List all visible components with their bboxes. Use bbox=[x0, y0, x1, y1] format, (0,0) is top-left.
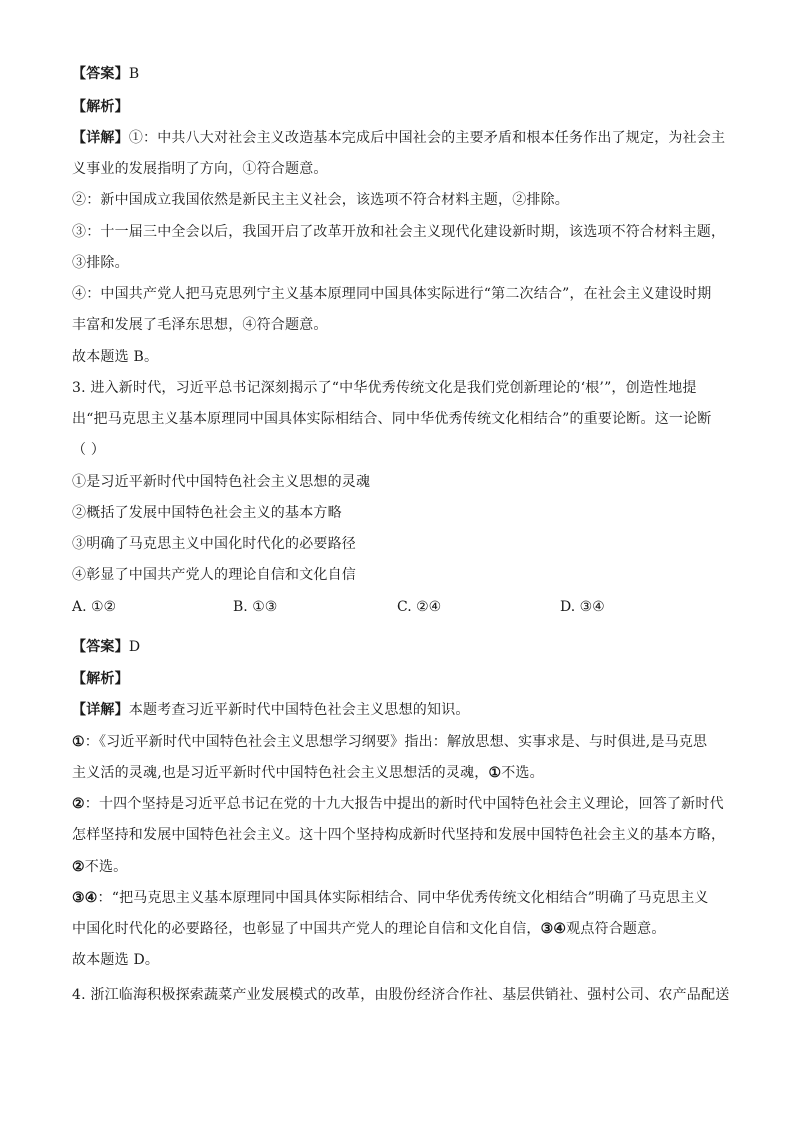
q2-detail-line-7: 丰富和发展了毛泽东思想，④符合题意。 bbox=[72, 317, 328, 333]
q3-conclusion: 故本题选 D。 bbox=[72, 952, 160, 968]
answer-label: 【答案】 bbox=[72, 66, 129, 82]
q3-detail-line-1 bbox=[72, 700, 734, 720]
q3-detail-line-8 bbox=[72, 919, 734, 939]
q3-detail-line-2 bbox=[72, 732, 734, 752]
q3-option-b: B. ①③ bbox=[233, 599, 278, 615]
q2-detail-line-3: ②：新中国成立我国依然是新民主主义社会，该选项不符合材料主题，②排除。 bbox=[72, 192, 569, 208]
detail-text: 观点符合题意。 bbox=[566, 921, 666, 937]
q3-stem-line-3: （ ） bbox=[72, 442, 106, 458]
q3-statement-3: ③明确了马克思主义中国化时代化的必要路径 bbox=[72, 536, 356, 552]
q3-detail-line-6 bbox=[72, 857, 734, 877]
q3-detail-line-4 bbox=[72, 794, 734, 814]
answer-label: 【答案】 bbox=[72, 639, 129, 655]
q3-answer bbox=[72, 637, 734, 657]
item-mark: ③④ bbox=[540, 921, 567, 937]
q3-statement-2: ②概括了发展中国特色社会主义的基本方略 bbox=[72, 505, 342, 521]
q3-statement-1: ①是习近平新时代中国特色社会主义思想的灵魂 bbox=[72, 474, 371, 490]
q3-option-a: A. ①② bbox=[72, 599, 117, 615]
detail-text: 中国化时代化的必要路径，也彰显了中国共产党人的理论自信和文化自信， bbox=[72, 921, 541, 937]
q3-option-d: D. ③④ bbox=[560, 599, 605, 615]
detail-text: ①：中共八大对社会主义改造基本完成后中国社会的主要矛盾和根本任务作出了规定，为社会主 bbox=[128, 130, 726, 146]
q3-statement-4: ④彰显了中国共产党人的理论自信和文化自信 bbox=[72, 567, 356, 583]
q3-stem-line-1: 3. 进入新时代，习近平总书记深刻揭示了“中华优秀传统文化是我们党创新理论的‘根’”，创造性地提 bbox=[72, 380, 697, 396]
detail-text: 不选。 bbox=[501, 765, 544, 781]
q3-detail-line-3 bbox=[72, 763, 734, 783]
detail-label: 【详解】 bbox=[72, 702, 129, 718]
item-mark: ① bbox=[488, 765, 502, 781]
detail-text: ：《习近平新时代中国特色社会主义思想学习纲要》指出：解放思想、实事求是、与时俱进,是马克思 bbox=[84, 734, 708, 750]
q2-answer bbox=[72, 64, 734, 84]
q3-detail-line-7 bbox=[72, 888, 734, 908]
detail-text: 主义活的灵魂,也是习近平新时代中国特色社会主义思想活的灵魂， bbox=[72, 765, 489, 781]
q2-analysis-label: 【解析】 bbox=[72, 99, 129, 115]
q3-stem-line-2: 出“把马克思主义基本原理同中国具体实际相结合、同中华优秀传统文化相结合”的重要论断。这一论断 bbox=[72, 411, 712, 427]
q2-detail-line-6: ④：中国共产党人把马克思列宁主义基本原理同中国具体实际进行“第二次结合”，在社会主义建设时期 bbox=[72, 286, 712, 302]
answer-value: D bbox=[128, 639, 141, 655]
item-mark: ③④ bbox=[72, 890, 98, 906]
item-mark: ② bbox=[72, 859, 85, 875]
q3-analysis-label: 【解析】 bbox=[72, 671, 129, 687]
q3-detail-line-5: 怎样坚持和发展中国特色社会主义。这十四个坚持构成新时代坚持和发展中国特色社会主义的基本方略， bbox=[72, 827, 726, 843]
q2-detail-line-4: ③：十一届三中全会以后，我国开启了改革开放和社会主义现代化建设新时期，该选项不符合材料主题， bbox=[72, 224, 726, 240]
detail-text: 本题考查习近平新时代中国特色社会主义思想的知识。 bbox=[128, 702, 470, 718]
detail-text: ：“把马克思主义基本原理同中国具体实际相结合、同中华优秀传统文化相结合”明确了马克思主义 bbox=[97, 890, 709, 906]
q3-option-c: C. ②④ bbox=[397, 599, 442, 615]
q2-conclusion: 故本题选 B。 bbox=[72, 349, 159, 365]
q2-detail-line-2: 义事业的发展指明了方向，①符合题意。 bbox=[72, 161, 328, 177]
q2-detail-line-5: ③排除。 bbox=[72, 255, 129, 271]
item-mark: ② bbox=[72, 796, 85, 812]
detail-text: 不选。 bbox=[84, 859, 128, 875]
detail-text: ：十四个坚持是习近平总书记在党的十九大报告中提出的新时代中国特色社会主义理论，回答了新时代 bbox=[84, 796, 724, 812]
q2-detail-line-1 bbox=[72, 128, 734, 148]
answer-value: B bbox=[128, 66, 140, 82]
q4-stem-line-1: 4. 浙江临海积极探索蔬菜产业发展模式的改革，由股份经济合作社、基层供销社、强村公司、农产品配送 bbox=[72, 987, 730, 1003]
item-mark: ① bbox=[72, 734, 85, 750]
detail-label: 【详解】 bbox=[72, 130, 129, 146]
